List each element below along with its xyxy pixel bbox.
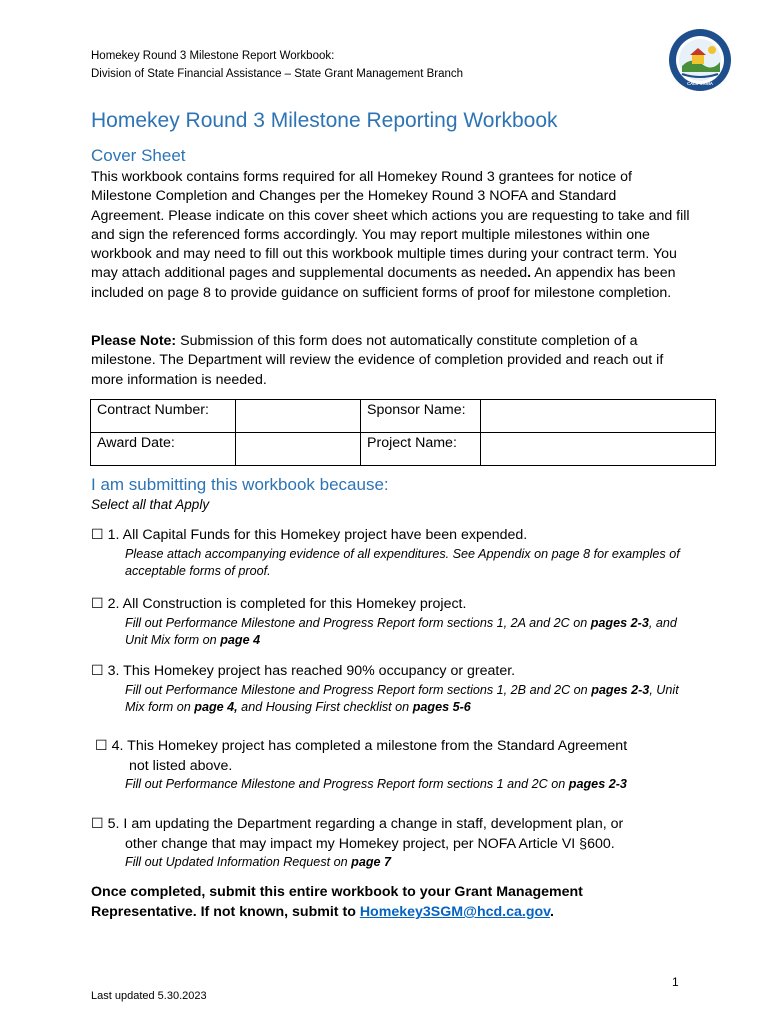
option-5-instructions: Fill out Updated Information Request on page 7 — [125, 855, 392, 869]
option-1-instructions: Please attach accompanying evidence of all expenditures. See Appendix on page 8 for examples of acceptable forms of proof. — [125, 546, 680, 578]
document-header — [91, 47, 463, 83]
reason-option-4[interactable] — [95, 737, 685, 793]
option-4-label-continued: not listed above. — [129, 757, 233, 774]
option-4-label[interactable]: ☐ 4. This Homekey project has completed a milestone from the Standard Agreement — [95, 738, 628, 754]
select-all-instruction: Select all that Apply — [91, 497, 210, 512]
hcd-seal-logo — [668, 28, 732, 92]
project-name-field[interactable] — [481, 433, 716, 466]
option-1-label[interactable]: ☐ 1. All Capital Funds for this Homekey project have been expended. — [91, 527, 528, 543]
option-5-label-continued: other change that may impact my Homekey project, per NOFA Article VI §600. — [125, 835, 615, 852]
please-note-paragraph: Please Note: Submission of this form does not automatically constitute completion of a milestone. The Department will review the evidence of completion provided and reach out if more information is needed. — [91, 333, 664, 388]
option-4-instructions: Fill out Performance Milestone and Progress Report form sections 1 and 2C on pages 2-3 — [125, 777, 627, 791]
option-3-instructions: Fill out Performance Milestone and Progress Report form sections 1, 2B and 2C on pages 2-3, Unit Mix form on page 4, and Housing First checklist on pages 5-6 — [125, 682, 679, 714]
award-date-field[interactable] — [236, 433, 361, 466]
reason-option-5[interactable] — [91, 815, 685, 871]
header-line-2: Division of State Financial Assistance – State Grant Management Branch — [91, 68, 464, 80]
option-2-instructions: Fill out Performance Milestone and Progress Report form sections 1, 2A and 2C on pages 2-3, and Unit Mix form on page 4 — [125, 615, 677, 647]
intro-paragraph: This workbook contains forms required for all Homekey Round 3 grantees for notice of Milestone Completion and Changes per the Homekey Round 3 NOFA and Standard Agreement. Please indicate on this cover sheet which actions you are requesting to take and fill and sign the referenced forms accordingly. You may report multiple milestones within one workbook and may need to fill out this workbook multiple times during your contract term. You may attach additional pages and supplemental documents as needed. An appendix has been included on page 8 to provide guidance on sufficient forms of proof for milestone completion. — [91, 169, 690, 301]
contract-number-field[interactable] — [236, 400, 361, 433]
reason-option-3[interactable] — [91, 662, 685, 716]
sponsor-name-label: Sponsor Name: — [361, 400, 481, 433]
note-label: Please Note: — [91, 333, 177, 349]
submission-reason-heading: I am submitting this workbook because: — [91, 475, 389, 494]
closing-instructions: Once completed, submit this entire workbook to your Grant Management Representative. If not known, submit to Homekey3SGM@hcd.ca.gov. — [91, 884, 583, 920]
header-line-1: Homekey Round 3 Milestone Report Workbook: — [91, 50, 335, 62]
seal-text: CALIFORNIA — [687, 81, 713, 86]
reason-option-2[interactable] — [91, 595, 685, 649]
option-5-label[interactable]: ☐ 5. I am updating the Department regarding a change in staff, development plan, or — [91, 816, 624, 832]
contract-number-label: Contract Number: — [91, 400, 236, 433]
project-name-label: Project Name: — [361, 433, 481, 466]
page-number: 1 — [672, 975, 679, 989]
cover-sheet-heading: Cover Sheet — [91, 146, 186, 165]
page-title: Homekey Round 3 Milestone Reporting Workbook — [91, 109, 558, 132]
option-3-label[interactable]: ☐ 3. This Homekey project has reached 90% occupancy or greater. — [91, 663, 516, 679]
option-2-label[interactable]: ☐ 2. All Construction is completed for this Homekey project. — [91, 596, 467, 612]
project-info-table — [90, 399, 716, 466]
award-date-label: Award Date: — [91, 433, 236, 466]
submission-email-link[interactable]: Homekey3SGM@hcd.ca.gov — [359, 904, 550, 920]
reason-option-1[interactable] — [91, 526, 685, 580]
sponsor-name-field[interactable] — [481, 400, 716, 433]
last-updated-footer: Last updated 5.30.2023 — [91, 990, 207, 1002]
